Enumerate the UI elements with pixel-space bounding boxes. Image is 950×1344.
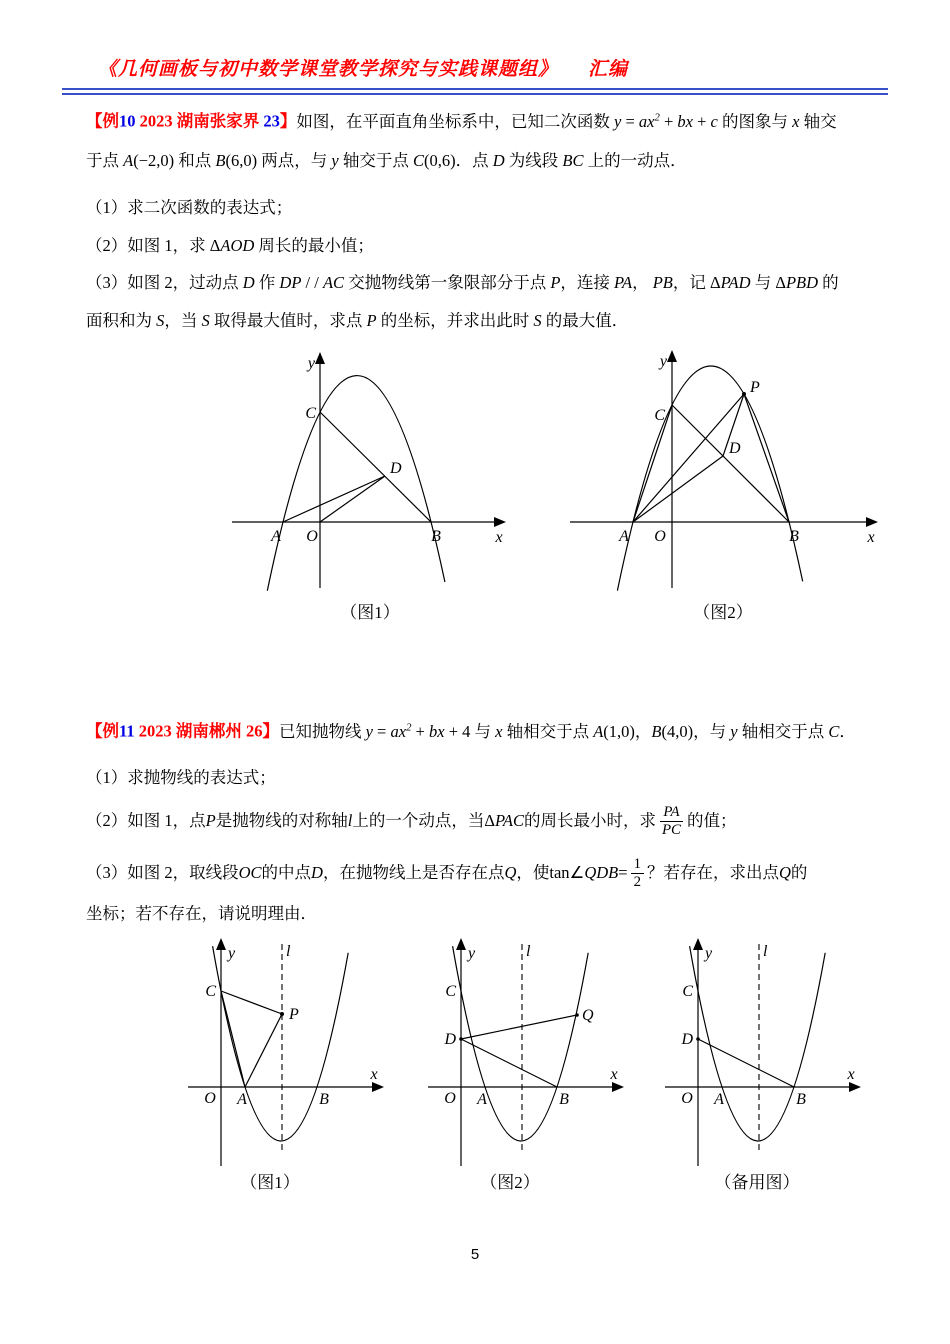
problem11-tag: 【例11 2023 湖南郴州 26】 [86, 721, 279, 741]
label-x: x [867, 529, 875, 546]
segment-CP [221, 991, 282, 1014]
label-O: O [306, 528, 318, 545]
problem11-question-3-cont: 坐标；若不存在，请说明理由． [86, 904, 317, 923]
figure-10-1 [220, 340, 520, 630]
label-B: B [796, 1091, 806, 1108]
y-axis-arrow-icon [667, 350, 677, 362]
label-x: x [847, 1066, 855, 1083]
segment-OD [320, 476, 385, 522]
header-compiler-label: 汇编 [588, 59, 629, 80]
parabola-curve [617, 366, 802, 591]
problem11-question-1: （1）求抛物线的表达式； [86, 768, 276, 787]
figure-11-spare [645, 928, 885, 1218]
problem10-line1 [86, 110, 837, 133]
y-axis-arrow-icon [693, 938, 703, 950]
page-number: 5 [470, 1246, 480, 1263]
y-axis-arrow-icon [456, 938, 466, 950]
label-B: B [431, 528, 441, 545]
label-O: O [444, 1090, 456, 1107]
problem11-line1 [86, 720, 856, 743]
label-x: x [370, 1066, 378, 1083]
segment-CB [672, 405, 789, 522]
segment-AD [283, 476, 385, 522]
segment-DQ [461, 1015, 577, 1039]
page-header [98, 54, 628, 81]
label-B: B [559, 1091, 569, 1108]
figure-caption: （备用图） [714, 1173, 800, 1192]
label-y: y [468, 945, 476, 962]
label-D: D [681, 1031, 693, 1048]
label-A: A [714, 1091, 724, 1108]
label-A: A [271, 528, 281, 545]
x-axis-arrow-icon [612, 1082, 624, 1092]
x-axis-arrow-icon [849, 1082, 861, 1092]
label-C: C [305, 405, 316, 422]
segment-PB [744, 394, 789, 522]
label-l: l [763, 943, 768, 960]
point-P-dot [280, 1012, 284, 1016]
x-axis-arrow-icon [372, 1082, 384, 1092]
header-title: 《几何画板与初中数学课堂教学探究与实践课题组》 [98, 59, 559, 80]
y-axis-arrow-icon [315, 352, 325, 364]
label-C: C [445, 983, 456, 1000]
label-l: l [286, 943, 291, 960]
figure-10-2 [560, 340, 890, 630]
label-x: x [495, 529, 503, 546]
parabola-curve [213, 946, 349, 1141]
problem10-question-2: （2）如图 1，求 ΔAOD 周长的最小值； [86, 236, 374, 255]
label-P: P [289, 1006, 299, 1023]
segment-DB [461, 1039, 557, 1087]
segment-DB [698, 1039, 794, 1087]
figure-caption: （图2） [480, 1173, 540, 1192]
segment-AD [633, 456, 723, 522]
problem10-statement-1: 如图，在平面直角坐标系中，已知二次函数 $y = ax^2$ + bx + c 的图象与 x 轴交 [296, 111, 837, 131]
figure-11-2 [410, 928, 650, 1218]
label-y: y [307, 355, 315, 372]
label-y: y [659, 353, 667, 370]
label-B: B [789, 528, 799, 545]
segment-AC [633, 405, 672, 522]
parabola-curve [453, 946, 589, 1141]
figure-caption: （图1） [240, 1173, 300, 1192]
y-axis-arrow-icon [216, 938, 226, 950]
segment-AP [245, 1014, 282, 1087]
point-D-dot [459, 1037, 463, 1041]
label-A: A [619, 528, 629, 545]
label-O: O [654, 528, 666, 545]
label-Q: Q [582, 1007, 594, 1024]
segment-AP [633, 394, 744, 522]
problem10-question-3: （3）如图 2，过动点 D 作 DP / / AC 交抛物线第一象限部分于点 P，连接 PA， PB，记 ΔPAD 与 ΔPBD 的 [86, 273, 839, 292]
label-O: O [681, 1090, 693, 1107]
x-axis-arrow-icon [866, 517, 878, 527]
label-C: C [682, 983, 693, 1000]
problem10-tag: 【例10 2023 湖南张家界 23】 [86, 111, 297, 131]
segment-CA [221, 991, 245, 1087]
problem11-question-2: （2）如图 1，点 P 是抛物线的对称轴 l 上的一个动点，当 Δ PAC 的周长最小时，求 $\frac{PA}{PC}$ 的值； [86, 803, 737, 838]
problem10-question-1: （1）求二次函数的表达式； [86, 198, 293, 217]
label-B: B [319, 1091, 329, 1108]
label-C: C [205, 983, 216, 1000]
label-D: D [444, 1031, 456, 1048]
parabola-curve [267, 376, 445, 591]
problem11-statement-1: 已知抛物线 $y = ax^2$ + bx + 4 与 x 轴相交于点 A(1,0)，B(4,0)，与 y 轴相交于点 C． [278, 721, 856, 741]
label-D: D [729, 440, 741, 457]
label-D: D [390, 460, 402, 477]
point-P-dot [742, 392, 746, 396]
label-y: y [228, 945, 236, 962]
parabola-curve [690, 946, 826, 1141]
label-x: x [610, 1066, 618, 1083]
problem11-question-3: （3）如图 2，取线段 OC 的中点 D ，在抛物线上是否存在点 Q ，使 tan∠ QDB = $\frac{1}{2}$ ？若存在，求出点 Q 的 [86, 855, 808, 890]
x-axis-arrow-icon [494, 517, 506, 527]
figure-11-1 [170, 928, 410, 1218]
problem10-question-3-cont: 面积和为 S，当 S 取得最大值时，求点 P 的坐标，并求出此时 S 的最大值． [86, 311, 629, 330]
header-divider [62, 88, 888, 95]
label-C: C [654, 407, 665, 424]
point-Q-dot [575, 1013, 579, 1017]
problem10-line2: 于点 A(−2,0) 和点 B(6,0) 两点，与 y 轴交于点 C(0,6)．点 D 为线段 BC 上的一动点． [86, 151, 687, 170]
figure-caption: （图2） [693, 603, 753, 622]
label-y: y [705, 945, 713, 962]
label-O: O [204, 1090, 216, 1107]
label-A: A [477, 1091, 487, 1108]
point-D-dot [696, 1037, 700, 1041]
label-A: A [237, 1091, 247, 1108]
figure-caption: （图1） [340, 603, 400, 622]
label-P: P [750, 379, 760, 396]
label-l: l [526, 943, 531, 960]
segment-CB [320, 412, 431, 522]
